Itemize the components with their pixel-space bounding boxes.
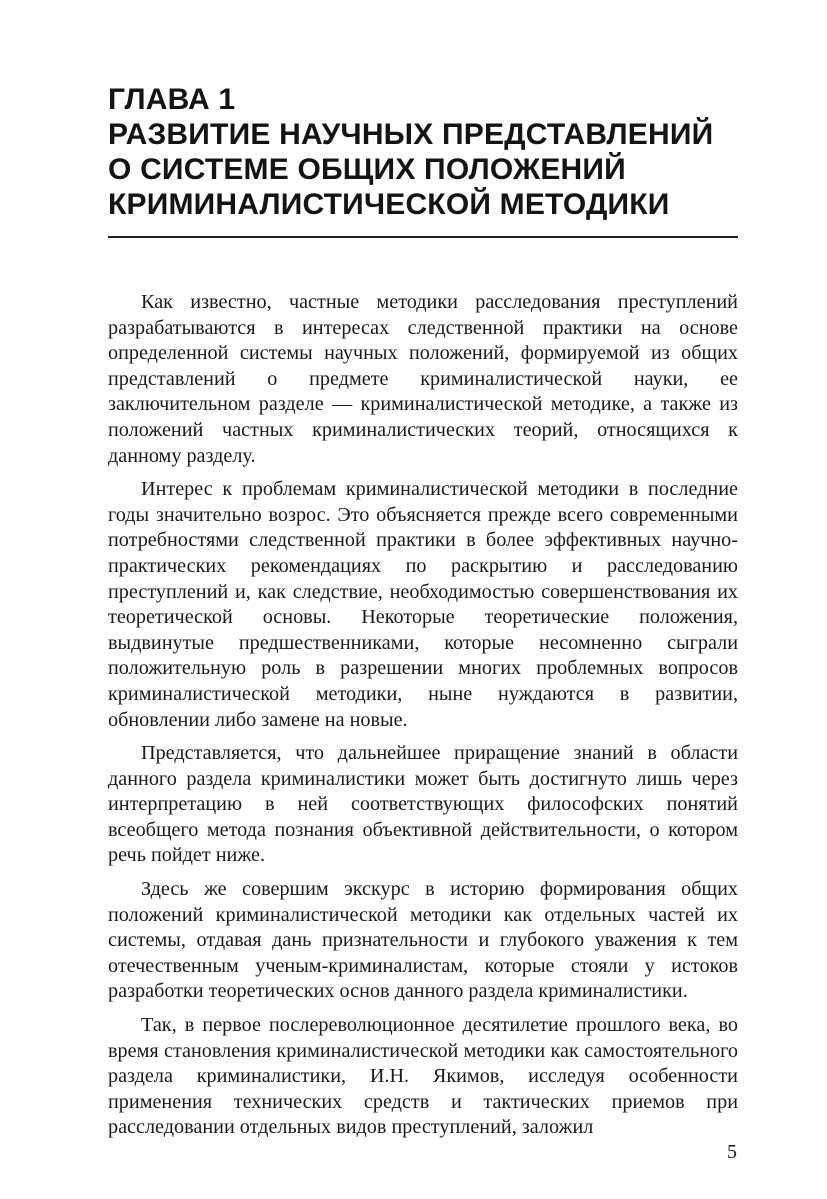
- paragraph: Представляется, что дальнейшее приращение знаний в области данного раздела криминалистики может быть достигнуто лишь через интерпретацию в ней соответствующих философских понятий всеобщего метода познания объективной действительности, о котором речь пойдет ниже.: [108, 742, 738, 867]
- chapter-heading: [108, 82, 738, 222]
- page-number: 5: [727, 1141, 737, 1163]
- chapter-title-line: РАЗВИТИЕ НАУЧНЫХ ПРЕДСТАВЛЕНИЙ: [108, 118, 714, 151]
- chapter-number: ГЛАВА 1: [108, 83, 236, 116]
- heading-rule: [108, 236, 738, 238]
- paragraph: Интерес к проблемам криминалистической методики в последние годы значительно возрос. Это объясняется прежде всего современными потребностями следственной практики в более эффективных научно-практических рекомендациях по раскрытию и расследованию преступлений и, как следствие, необходимостью совершенствования их теоретической основы. Некоторые теоретические положения, выдвинутые предшественниками, которые несомненно сыграли положительную роль в разрешении многих проблемных вопросов криминалистической методики, ныне нуждаются в развитии, обновлении либо замене на новые.: [108, 478, 738, 731]
- body-text: [108, 290, 738, 1141]
- paragraph: Здесь же совершим экскурс в историю формирования общих положений криминалистической методики как отдельных частей их системы, отдавая дань признательности и глубокого уважения к тем отечественным ученым-криминалистам, которые стояли у истоков разработки теоретических основ данного раздела криминалистики.: [108, 878, 738, 1003]
- chapter-title-line: О СИСТЕМЕ ОБЩИХ ПОЛОЖЕНИЙ: [108, 153, 626, 186]
- paragraph: Как известно, частные методики расследования преступлений разрабатываются в интересах следственной практики на основе определенной системы научных положений, формируемой из общих представлений о предмете криминалистической науки, ее заключительном разделе — криминалистической методике, а также из положений частных криминалистических теорий, относящихся к данному разделу.: [108, 291, 738, 467]
- paragraph: Так, в первое послереволюционное десятилетие прошлого века, во время становления криминалистической методики как самостоятельного раздела криминалистики, И.Н. Якимов, исследуя особенности применения технических средств и тактических приемов при расследовании отдельных видов преступлений, заложил: [108, 1014, 738, 1139]
- chapter-title-line: КРИМИНАЛИСТИЧЕСКОЙ МЕТОДИКИ: [108, 188, 670, 221]
- book-page: [108, 82, 738, 1149]
